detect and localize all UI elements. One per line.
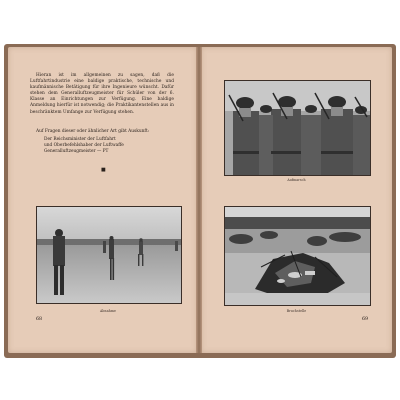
left-body-text xyxy=(30,73,174,116)
right-page-number: 69 xyxy=(362,317,369,322)
book-gutter xyxy=(196,47,202,353)
photo-crash-site xyxy=(224,206,371,306)
photo-officers-field xyxy=(36,206,182,304)
address-line-3: Generalluftzeugmeister — PT xyxy=(44,149,109,155)
address-line-1: Der Reichsminister der Luftfahrt xyxy=(44,137,116,142)
photo-soldiers-marching xyxy=(224,80,371,176)
section-ornament: ■ xyxy=(101,167,106,173)
address-line-2: und Oberbefehlshaber der Luftwaffe xyxy=(44,143,124,149)
right-bottom-photo-caption: Bruchstelle xyxy=(286,309,307,313)
right-top-photo-caption: Aufmarsch xyxy=(287,178,306,182)
body-paragraph: Hieran ist im allgemeinen zu sagen, daß die Luftfahrtindustrie eine baldige praktische, technische und kaufmännische Betätigung für ihre Ingenieure wünscht. Dafür stehen dem Generalluftzeugmeister für Schüler von der 6. Klasse an Einrichtungen zur Verfügung. Eine baldige Anmeldung hierfür ist notwendig; die Praktikantenstellen aus in beschränktem Umfange zur Verfügung stehen. xyxy=(30,73,174,115)
left-photo-caption: Abnahme xyxy=(100,309,116,313)
inquiry-line: Auf Fragen dieser oder ähnlicher Art gibt Auskunft: xyxy=(36,129,150,134)
address-block xyxy=(44,137,174,155)
left-page-number: 68 xyxy=(36,317,43,322)
